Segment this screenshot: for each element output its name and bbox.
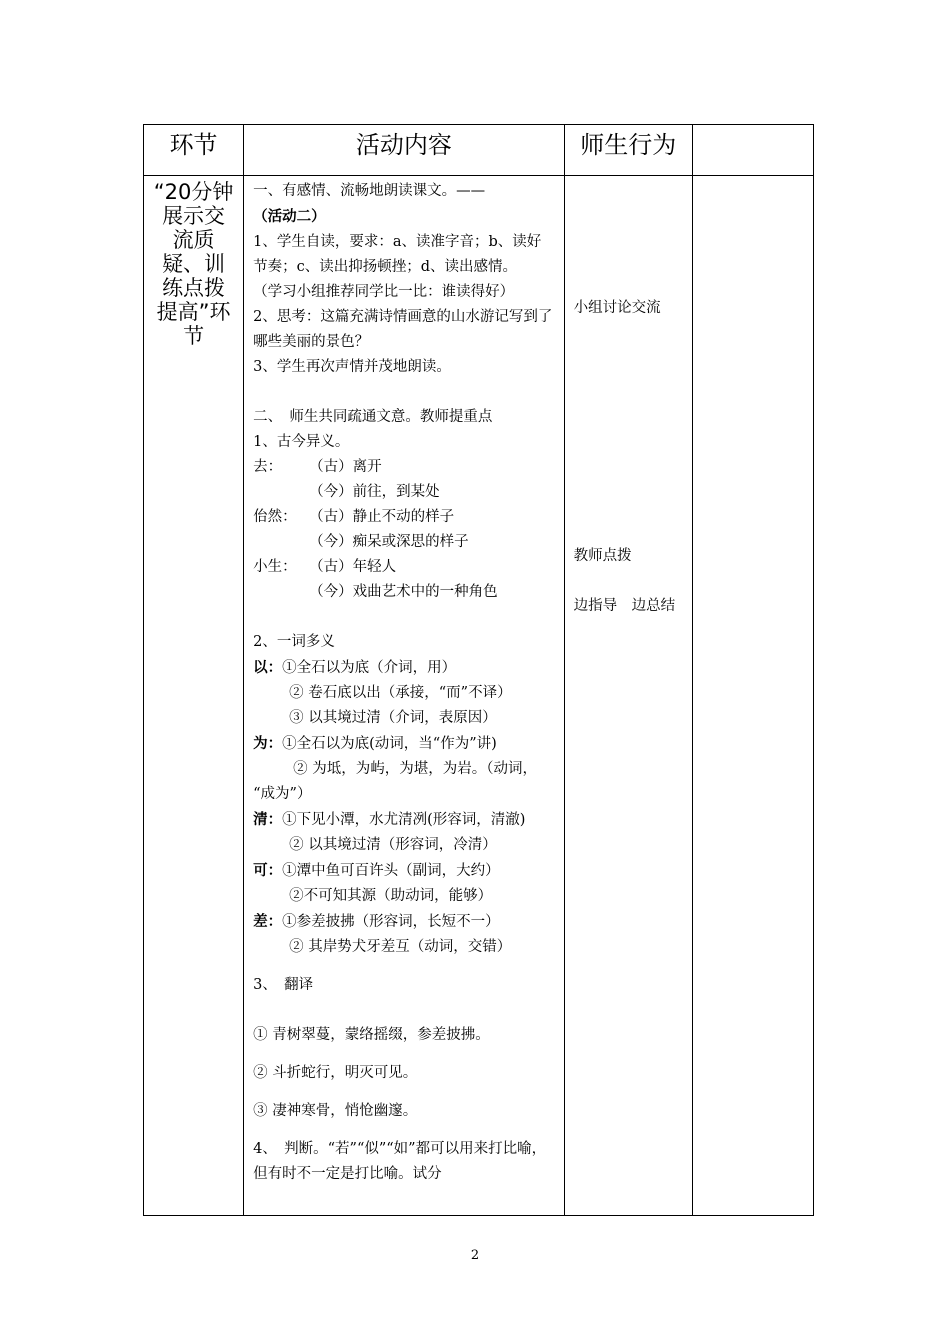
action-note: 教师点拨 [573, 548, 632, 564]
section-4-text: 4、 判断。“若”“似”“如”都可以用来打比喻，但有时不一定是打比喻。试分 [253, 1141, 547, 1182]
translation-item: ② 斗折蛇行，明灭可见。 [253, 1065, 418, 1081]
gujin-item: 去： （古）离开 [253, 459, 382, 475]
translation-item: ① 青树翠蔓，蒙络摇缀，参差披拂。 [253, 1027, 490, 1043]
action-note: 边指导 边总结 [573, 598, 676, 614]
stage-cell: “20分钟展示交流质疑、训练点拨提高”环节 [144, 176, 244, 1216]
polysemy-wei: 为：①全石以为底(动词，当“作为”讲) [253, 735, 497, 752]
polysemy-wei: ② 为坻，为屿，为堪，为岩。（动词， [293, 761, 537, 777]
polysemy-cha: 差：①参差披拂（形容词，长短不一） [253, 913, 500, 930]
gujin-item: （今）戏曲艺术中的一种角色 [309, 584, 498, 600]
header-stage: 环节 [144, 125, 244, 176]
polysemy-yi: ② 卷石底以出（承接，“而”不译） [289, 685, 512, 701]
polysemy-ke: ②不可知其源（助动词，能够） [289, 888, 493, 904]
gujin-item: 佁然： （古）静止不动的样子 [253, 509, 455, 525]
table-row [144, 176, 814, 1216]
table-header-row [144, 125, 814, 176]
polysemy-ke: 可：①潭中鱼可百许头（副词，大约） [253, 862, 500, 879]
header-blank [692, 125, 813, 176]
header-content: 活动内容 [244, 125, 564, 176]
polysemy-yi: ③ 以其境过清（介词，表原因） [289, 710, 497, 726]
polysemy-qing: 清：①下见小潭，水尤清冽(形容词，清澈) [253, 811, 526, 828]
polysemy-cha: ② 其岸势犬牙差互（动词，交错） [289, 939, 512, 955]
page-number: 2 [470, 1248, 480, 1263]
section-3-title: 3、 翻译 [253, 977, 314, 993]
lesson-plan-table [143, 124, 814, 1216]
gujin-item: （今）前往，到某处 [309, 484, 440, 500]
activity-content-cell [244, 176, 564, 1216]
section-1-item-2: 2、思考：这篇充满诗情画意的山水游记写到了哪些美丽的景色？ [253, 309, 553, 350]
action-note: 小组讨论交流 [573, 300, 661, 316]
polysemy-yi: 以：①全石以为底（介词，用） [253, 659, 457, 676]
gujin-item: 小生： （古）年轻人 [253, 559, 397, 575]
translation-item: ③ 凄神寒骨，悄怆幽邃。 [253, 1103, 418, 1119]
section-2-sub-2: 2、一词多义 [253, 634, 335, 650]
section-1-item-3: 3、学生再次声情并茂地朗读。 [253, 359, 451, 375]
header-behavior: 师生行为 [564, 125, 692, 176]
section-2-title: 二、 师生共同疏通文意。教师提重点 [253, 409, 493, 425]
blank-cell [692, 176, 813, 1216]
section-2-sub-1: 1、古今异义。 [253, 434, 350, 450]
teacher-student-behavior-cell [564, 176, 692, 1216]
section-1-title: 一、有感情、流畅地朗读课文。——（活动二） [253, 183, 486, 225]
polysemy-wei: “成为”） [253, 786, 312, 802]
section-1-note: （学习小组推荐同学比一比：谁读得好） [253, 284, 515, 300]
section-1-item-1: 1、学生自读，要求：a、读准字音；b、读好节奏；c、读出抑扬顿挫；d、读出感情。 [253, 234, 542, 275]
polysemy-qing: ② 以其境过清（形容词，冷清） [289, 837, 497, 853]
gujin-item: （今）痴呆或深思的样子 [309, 534, 469, 550]
